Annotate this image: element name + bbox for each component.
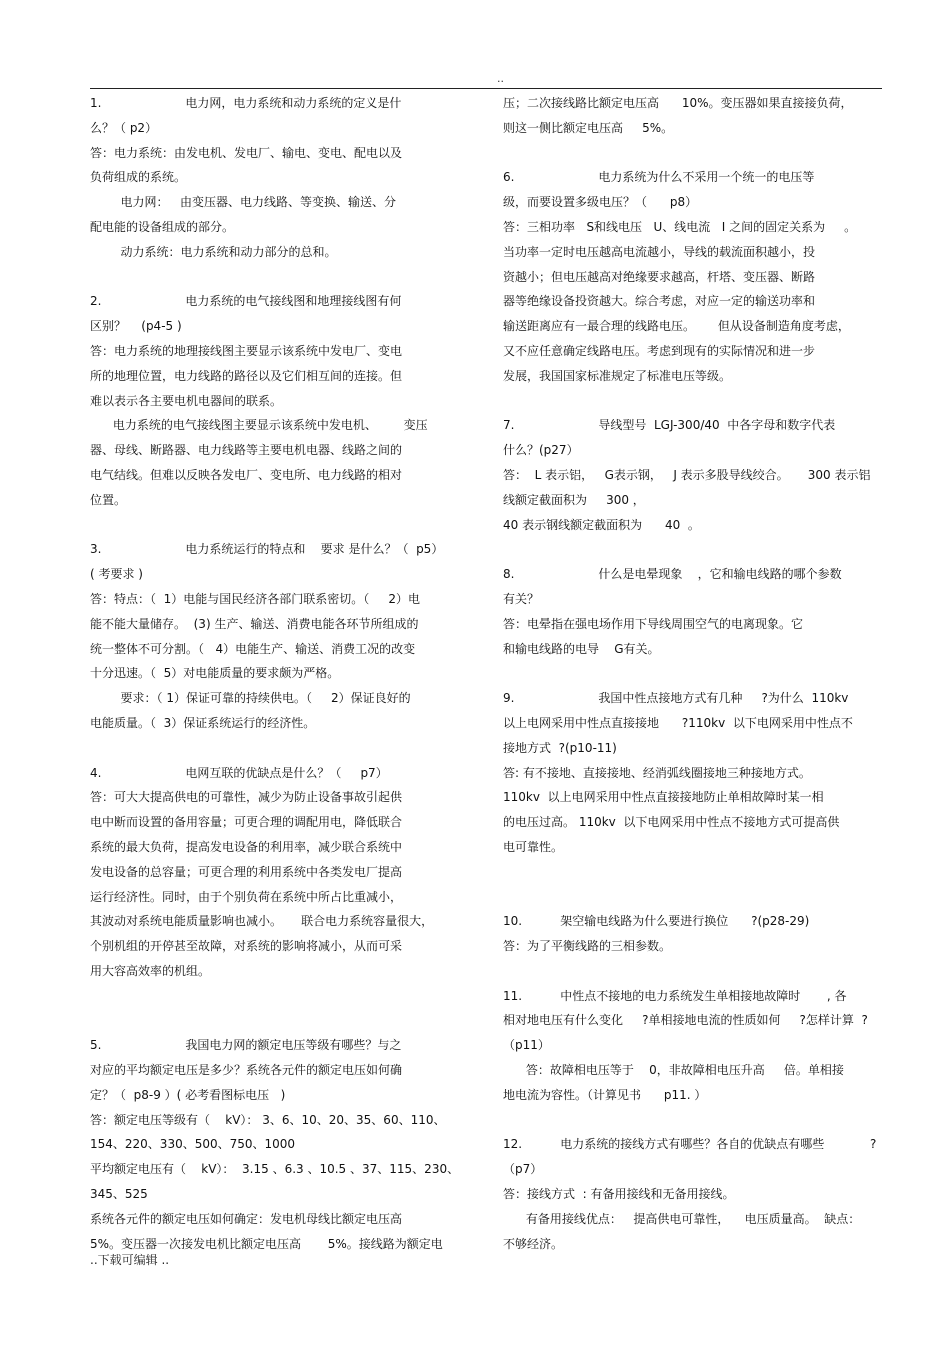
text-line bbox=[503, 959, 888, 984]
text-line: 线额定截面积为 300 ， bbox=[503, 492, 645, 507]
text-line: 9. 我国中性点接地方式有几种 ?为什么 110kv bbox=[503, 691, 849, 706]
text-line: 运行经济性。同时，由于个别负荷在系统中所占比重减小， bbox=[90, 889, 403, 904]
text-line: 所的地理位置，电力线路的路径以及它们相互间的连接。但 bbox=[90, 368, 403, 383]
text-line bbox=[503, 661, 888, 686]
text-line: 有关？ bbox=[503, 591, 540, 606]
text-line: 和输电线路的电导 G有关。 bbox=[503, 641, 660, 656]
text-line: 配电能的设备组成的部分。 bbox=[90, 219, 235, 234]
text-line: 答：可大大提高供电的可靠性，减少为防止设备事故引起供 bbox=[90, 790, 403, 805]
text-line: 定？（ p8-9 ）( 必考看图标电压 ) bbox=[90, 1087, 286, 1102]
header-mark: .. bbox=[497, 72, 504, 85]
text-line: 电力系统的电气接线图主要显示该系统中发电机、 变压 bbox=[90, 418, 428, 433]
text-line: 难以表示各主要电机电器间的联系。 bbox=[90, 393, 283, 408]
text-line bbox=[90, 736, 475, 761]
text-line: 答：额定电压等级有（ kV）： 3、6、10、20、35、60、110、 bbox=[90, 1112, 446, 1127]
text-line: 发展，我国国家标准规定了标准电压等级。 bbox=[503, 368, 732, 383]
text-line: 要求：（ 1）保证可靠的持续供电。（ 2）保证良好的 bbox=[90, 691, 411, 706]
text-line: 电能质量。（ 3）保证系统运行的经济性。 bbox=[90, 715, 316, 730]
text-line: 动力系统：电力系统和动力部分的总和。 bbox=[90, 244, 337, 259]
text-line: 输送距离应有一最合理的线路电压。 但从设备制造角度考虑， bbox=[503, 319, 850, 334]
header-rule bbox=[90, 88, 882, 89]
text-line: 系统各元件的额定电压如何确定：发电机母线比额定电压高 bbox=[90, 1211, 403, 1226]
text-line: 答：电力系统：由发电机、发电厂、输电、变电、配电以及 bbox=[90, 145, 403, 160]
text-line: 区别？ (p4-5 ) bbox=[90, 319, 182, 334]
text-line: （p7） bbox=[503, 1162, 543, 1177]
text-line bbox=[503, 885, 888, 910]
text-line: ( 考要求 ) bbox=[90, 567, 143, 582]
text-line: 器、母线、断路器、电力线路等主要电机电器、线路之间的 bbox=[90, 443, 403, 458]
text-line: 10. 架空输电线路为什么要进行换位 ?(p28-29) bbox=[503, 914, 810, 929]
text-line: 答：三相功率 S和线电压 U、线电流 I 之间的固定关系为 。 bbox=[503, 219, 857, 234]
text-line: 154、220、330、500、750、1000 bbox=[90, 1137, 296, 1152]
text-line: 6. 电力系统为什么不采用一个统一的电压等 bbox=[503, 170, 815, 185]
left-column bbox=[90, 91, 475, 1256]
text-line: 器等绝缘设备投资越大。综合考虑，对应一定的输送功率和 bbox=[503, 294, 816, 309]
text-line: 么？（ p2） bbox=[90, 120, 158, 135]
footer-text: ..下载可编辑 .. bbox=[90, 1253, 170, 1267]
text-line: 统一整体不可分割。（ 4）电能生产、输送、消费工况的改变 bbox=[90, 641, 416, 656]
text-line: 答：故障相电压等于 0，非故障相电压升高 倍。单相接 bbox=[503, 1063, 844, 1078]
text-line: （p11） bbox=[503, 1038, 550, 1053]
text-line: 的电压过高。 110kv 以下电网采用中性点不接地方式可提高供 bbox=[503, 815, 840, 830]
text-line bbox=[503, 141, 888, 166]
text-line: 110kv 以上电网采用中性点直接接地防止单相故障时某一相 bbox=[503, 790, 824, 805]
text-line: 电气结线。但难以反映各发电厂、变电所、电力线路的相对 bbox=[90, 467, 403, 482]
text-line bbox=[503, 389, 888, 414]
text-line: 5. 我国电力网的额定电压等级有哪些？与之 bbox=[90, 1038, 402, 1053]
text-line bbox=[90, 265, 475, 290]
text-line bbox=[90, 1008, 475, 1033]
text-line: 系统的最大负荷，提高发电设备的利用率，减少联合系统中 bbox=[90, 839, 403, 854]
text-line: 12. 电力系统的接线方式有哪些？各自的优缺点有哪些 ? bbox=[503, 1137, 877, 1152]
text-line: 答： L 表示铝， G表示钢， J 表示多股导线绞合。 300 表示铝 bbox=[503, 467, 871, 482]
text-line bbox=[90, 984, 475, 1009]
text-line: 11. 中性点不接地的电力系统发生单相接地故障时 , 各 bbox=[503, 988, 847, 1003]
text-line: 不够经济。 bbox=[503, 1236, 564, 1251]
text-line: 十分迅速。（ 5）对电能质量的要求颇为严格。 bbox=[90, 666, 340, 681]
text-line: 电力网： 由变压器、电力线路、等变换、输送、分 bbox=[90, 195, 396, 210]
text-line: 压；二次接线路比额定电压高 10%。变压器如果直接接负荷， bbox=[503, 96, 853, 110]
text-line: 4. 电网互联的优缺点是什么？（ p7） bbox=[90, 765, 388, 780]
text-line: 8. 什么是电晕现象 ，它和输电线路的哪个参数 bbox=[503, 567, 842, 582]
text-line: 接地方式 ?(p10-11) bbox=[503, 740, 617, 755]
text-line: 其波动对系统电能质量影响也减小。 联合电力系统容量很大， bbox=[90, 914, 434, 929]
text-line: 电可靠性。 bbox=[503, 839, 564, 854]
text-line: 答：电力系统的地理接线图主要显示该系统中发电厂、变电 bbox=[90, 343, 403, 358]
text-line bbox=[503, 860, 888, 885]
text-line: 地电流为容性。（计算见书 p11. ） bbox=[503, 1087, 707, 1102]
text-line: 3. 电力系统运行的特点和 要求 是什么？（ p5） bbox=[90, 542, 444, 557]
text-line: 负荷组成的系统。 bbox=[90, 170, 187, 185]
text-line: 7. 导线型号 LGJ-300/40 中各字母和数字代表 bbox=[503, 418, 836, 433]
text-line: 相对地电压有什么变化 ?单相接地电流的性质如何 ?怎样计算 ? bbox=[503, 1013, 868, 1028]
text-line bbox=[90, 513, 475, 538]
text-line: 电中断而设置的备用容量；可更合理的调配用电，降低联合 bbox=[90, 815, 403, 830]
text-line: 答：特点：（ 1）电能与国民经济各部门联系密切。（ 2）电 bbox=[90, 591, 420, 606]
text-line: 答：为了平衡线路的三相参数。 bbox=[503, 939, 672, 954]
text-line: 5%。变压器一次接发电机比额定电压高 5%。接线路为额定电 bbox=[90, 1236, 443, 1251]
text-line: 有备用接线优点： 提高供电可靠性， 电压质量高。 缺点： bbox=[503, 1211, 861, 1226]
text-line: 什么？(p27） bbox=[503, 443, 579, 458]
text-line: 2. 电力系统的电气接线图和地理接线图有何 bbox=[90, 294, 402, 309]
right-column bbox=[503, 91, 888, 1256]
text-line: 则这一侧比额定电压高 5%。 bbox=[503, 120, 674, 135]
text-line: 1. 电力网，电力系统和动力系统的定义是什 bbox=[90, 96, 402, 110]
text-line: 能不能大量储存。 (3) 生产、输送、消费电能各环节所组成的 bbox=[90, 616, 419, 631]
text-line: 答: 有不接地、直接接地、经消弧线圈接地三种接地方式。 bbox=[503, 765, 811, 780]
text-line: 平均额定电压有（ kV）： 3.15 、6.3 、10.5 、37、115、230、 bbox=[90, 1162, 460, 1177]
text-line: 用大容高效率的机组。 bbox=[90, 963, 211, 978]
text-line: 位置。 bbox=[90, 492, 127, 507]
text-line bbox=[503, 537, 888, 562]
text-line: 答：电晕指在强电场作用下导线周围空气的电离现象。它 bbox=[503, 616, 804, 631]
text-line: 级，而要设置多级电压？（ p8） bbox=[503, 195, 698, 210]
text-line: 345、525 bbox=[90, 1187, 148, 1202]
text-line: 以上电网采用中性点直接接地 ?110kv 以下电网采用中性点不 bbox=[503, 715, 853, 730]
text-line: 资越小；但电压越高对绝缘要求越高，杆塔、变压器、断路 bbox=[503, 269, 816, 284]
text-line: 个别机组的开停甚至故障，对系统的影响将减小，从而可采 bbox=[90, 939, 403, 954]
text-line: 发电设备的总容量；可更合理的利用系统中各类发电厂提高 bbox=[90, 864, 403, 879]
text-line: 当功率一定时电压越高电流越小，导线的载流面积越小，投 bbox=[503, 244, 816, 259]
text-line: 答：接线方式 : 有备用接线和无备用接线。 bbox=[503, 1187, 735, 1202]
text-line: 对应的平均额定电压是多少？系统各元件的额定电压如何确 bbox=[90, 1063, 403, 1078]
text-line bbox=[503, 1108, 888, 1133]
text-line: 又不应任意确定线路电压。考虑到现有的实际情况和进一步 bbox=[503, 343, 816, 358]
text-line: 40 表示钢线额定截面积为 40 。 bbox=[503, 517, 700, 532]
